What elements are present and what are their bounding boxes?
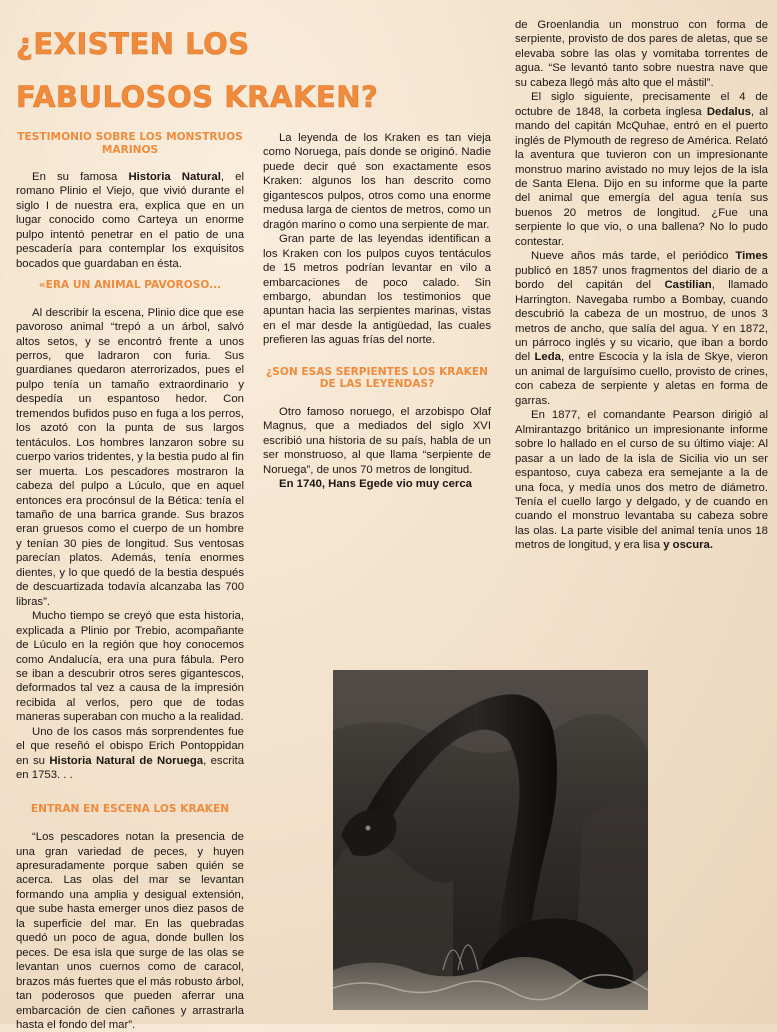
paragraph: “Los pescadores notan la presencia de una gran variedad de peces, y huyen apresuradamente porque saben quién se acerca. Las olas del mar se levantan formando una amplia y desigual extensión, que sube hasta emerger unos diez pasos de la superficie del mar. En las quebradas quedó un poco de agua, donde bullen los peces. De esa isla que surge de las olas se levantan unos cuernos como de caracol, brazos más fuertes que el más robusto árbol, tan poderosos que pueden aferrar una embarcación de cien cañones y arrastrarla hasta el fondo del mar”. xyxy=(16,831,244,1032)
paragraph: Mucho tiempo se creyó que esta historia, explicada a Plinio por Trebio, acompañante de Lúculo en la región que hoy conocemos como Andalucía, era una pura fábula. Pero se iban a descubrir otros seres gigantescos, deformados tal vez a causa de la impresión recibida al verlos, pero que de todas maneras superaban con mucho a la realidad. xyxy=(16,610,244,724)
paragraph: Nueve años más tarde, el periódico Times publicó en 1857 unos fragmentos del diario de a bordo del capitán del Castilian, llamado Harrington. Navegaba rumbo a Bombay, cuando descubrió la cabeza de un mostruo, de unos 3 metros de ancho, que salía del agua. Y en 1872, un párroco inglés y su vicario, que iban a bordo del Leda, entre Escocia y la isla de Skye, vieron un animal de larguísimo cuello, provisto de crines, con cabeza de serpiente y aletas en forma de garras. xyxy=(515,250,768,407)
page-title-line1: ¿EXISTEN LOS xyxy=(16,27,250,61)
section-heading-serpientes: ¿SON ESAS SERPIENTES LOS KRAKEN DE LAS LEYENDAS? xyxy=(266,365,488,391)
paragraph: En 1740, Hans Egede vio muy cerca xyxy=(279,478,472,491)
paragraph: Uno de los casos más sorprendentes fue el que reseñó el obispo Erich Pontoppidan en su Historia Natural de Noruega, escrita en 1753. . . xyxy=(16,725,245,782)
column-2 xyxy=(263,131,491,492)
section-heading-testimonio: TESTIMONIO SOBRE LOS MONSTRUOS MARINOS xyxy=(17,131,243,156)
page-title-line2: FABULOSOS KRAKEN? xyxy=(16,80,379,114)
section-heading-pavoroso: «ERA UN ANIMAL PAVOROSO... xyxy=(38,279,222,292)
paragraph: El siglo siguiente, precisamente el 4 de octubre de 1848, la corbeta inglesa Dedalus, al mando del capitán McQuhae, entró en el puerto inglés de Plymouth de regreso de América. Relató la aventura que tuvieron con un impresionante monstruo marino avistado no muy lejos de la isla de Santa Elena. Dijo en su informe que la parte del animal que emergía del agua tenía sus buenos 20 metros de longitud. ¿Fue una serpiente lo que vio, o una ballena? No lo pudo contestar. xyxy=(515,91,768,248)
paragraph: Gran parte de las leyendas identifican a los Kraken con los pulpos cuyos tentáculos de 15 metros podrían levantar en vilo a embarcaciones de poco calado. Sin embargo, abundan los testimonios que apuntan hacia las serpientes marinas, vistas en el mar desde la antigüedad, las cuales prefieren las aguas frías del norte. xyxy=(263,233,491,347)
paragraph: Otro famoso noruego, el arzobispo Olaf Magnus, que a mediados del siglo XVI escribió una historia de su país, habla de un ser monstruoso, al que llama “serpiente de Noruega”, de unos 70 metros de longitud. xyxy=(263,405,491,476)
paragraph: La leyenda de los Kraken es tan vieja como Noruega, país donde se originó. Nadie puede decir qué son exactamente esos Kraken: algunos los han descrito como gigantescos pulpos, otros como una enorme medusa larga de cientos de metros, como un dragón marino o como una serpiente de mar. xyxy=(263,132,491,231)
paragraph: Al describir la escena, Plinio dice que ese pavoroso animal “trepó a un árbol, salvó altos setos, y se encontró frente a unos perros, que ladraron con furia. Sus guardianes quedaron aterrorizados, pues el pulpo tenía un tamaño extraordinario y despedía un espantoso hedor. Con tremendos bufidos puso en fuga a los perros, los azotó con la punta de sus largos tentáculos. Los hombres lanzaron sobre su cuerpo varios tridentes, y la bestia pudo al fin ser muerta. Los pescadores mostraron la cabeza del pulpo a Lúculo, que en aquel entonces era procónsul de la Bética: tenía el tamaño de una barrica grande. Sus brazos eran gruesos como el cuerpo de un hombre y tenían 30 pies de longitud. Sus ventosas parecían platos. Además, tenía enormes dientes, y lo que quedó de la bestia después de descuartizada todavía alcanzaba las 700 libras”. xyxy=(16,306,244,608)
paragraph: En 1877, el comandante Pearson dirigió al Almirantazgo británico un impresionante informe sobre lo hallado en el curso de su último viaje: Al pasar a un lado de la isla de Sicilia vio un ser espantoso, cuya cabeza era semejante a la de una foca, y medía unos dos metro de diámetro. Tenía el cuello largo y delgado, y de cuando en cuando el monstruo levantaba su cabeza sobre las olas. La parte visible del animal tenía unos 18 metros de longitud, y era lisa y oscura. xyxy=(515,409,768,552)
section-heading-kraken: ENTRAN EN ESCENA LOS KRAKEN xyxy=(30,802,230,815)
sea-serpent-icon xyxy=(333,670,648,1010)
column-3 xyxy=(515,18,768,553)
paragraph: de Groenlandia un monstruo con forma de serpiente, provisto de dos pares de aletas, que se elevaba sobre las olas y vomitaba torrentes de agua. “Se levantó tanto sobre nuestra nave que su cabeza llegó más alto que el mástil”. xyxy=(515,19,768,89)
sea-serpent-illustration xyxy=(333,670,648,1010)
column-1 xyxy=(16,131,244,1032)
paragraph: En su famosa Historia Natural, el romano Plinio el Viejo, que vivió durante el siglo I de nuestra era, explica que en un lugar conocido como Carteya un enorme pulpo intentó penetrar en el patio de una pescadería para contemplar los exquisitos bocados que guardaban en ésta. xyxy=(16,171,244,270)
